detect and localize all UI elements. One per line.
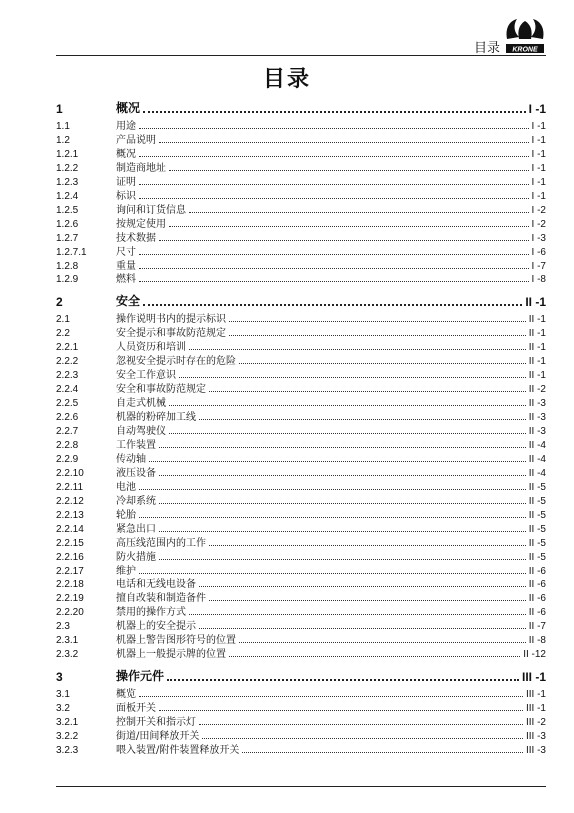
toc-page-number: I -2	[531, 218, 546, 230]
toc-leader-dots	[169, 170, 529, 171]
toc-row[interactable]	[56, 535, 546, 549]
toc-leader-dots	[159, 559, 526, 560]
krone-logo-icon	[503, 15, 547, 55]
header-title: 目录	[474, 41, 501, 56]
toc-leader-dots	[189, 349, 526, 350]
toc-page-number: II -8	[528, 635, 546, 647]
toc-row[interactable]	[56, 423, 546, 437]
toc-leader-dots	[169, 405, 526, 406]
toc-number: 1.2.9	[56, 274, 79, 286]
toc-page-number: II -3	[528, 412, 546, 424]
toc-row[interactable]	[56, 202, 546, 216]
toc-leader-dots	[159, 475, 526, 476]
toc-title: 安全	[116, 294, 141, 309]
toc-page-number: II -6	[528, 607, 546, 619]
toc-title: 操作说明书内的提示标识	[116, 314, 226, 326]
toc-page-number: I -1	[531, 134, 546, 146]
toc-page-number: I -2	[531, 204, 546, 216]
toc-leader-dots	[179, 377, 526, 378]
toc-row[interactable]	[56, 714, 546, 728]
toc-row[interactable]	[56, 174, 546, 188]
toc-number: 2.2.7	[56, 426, 79, 437]
toc-page-number: III -2	[525, 717, 546, 729]
toc-title: 燃料	[116, 274, 136, 286]
toc-title: 按规定使用	[116, 218, 166, 230]
toc-number: 3.2.1	[56, 717, 79, 729]
toc-title: 证明	[116, 176, 136, 188]
toc-title: 尺寸	[116, 246, 136, 258]
toc-page-number: I -1	[531, 176, 546, 188]
toc-title: 制造商地址	[116, 162, 166, 174]
toc-title: 用途	[116, 121, 136, 132]
toc-leader-dots	[202, 738, 523, 739]
toc-page-number: II -4	[528, 439, 546, 451]
toc-page-number: II -5	[528, 537, 546, 549]
toc-page-number: II -1	[528, 314, 546, 326]
toc-page-number: II -1	[528, 370, 546, 382]
toc-leader-dots	[139, 573, 526, 574]
toc-title: 禁用的操作方式	[116, 607, 186, 619]
toc-number: 1.2	[56, 134, 70, 146]
toc-number: 2.2.18	[56, 579, 84, 591]
toc-number: 2.1	[56, 314, 70, 326]
toc-number: 2.2.3	[56, 370, 79, 382]
toc-row[interactable]	[56, 479, 546, 493]
toc-page-number: II -6	[528, 593, 546, 605]
toc-leader-dots	[199, 586, 526, 587]
toc-leader-dots	[139, 517, 526, 518]
toc-row[interactable]	[56, 395, 546, 409]
toc-title: 液压设备	[116, 467, 156, 479]
toc-number: 2.3	[56, 621, 70, 633]
toc-leader-dots	[159, 710, 523, 711]
toc-leader-dots	[159, 531, 526, 532]
toc-number: 1	[56, 102, 63, 116]
toc-leader-dots	[189, 614, 526, 615]
toc-row[interactable]	[56, 646, 546, 660]
toc-leader-dots	[139, 156, 529, 157]
toc-number: 2.2.6	[56, 412, 79, 424]
toc-row[interactable]	[56, 493, 546, 507]
toc-number: 1.2.5	[56, 204, 79, 216]
toc-leader-dots	[159, 240, 529, 241]
toc-number: 2.2.8	[56, 439, 79, 451]
toc-page-number: II -6	[528, 565, 546, 577]
toc-page-number: I -1	[531, 190, 546, 202]
toc-number: 2.2.13	[56, 509, 84, 521]
toc-page-number: II -1	[528, 356, 546, 368]
toc-row[interactable]	[56, 132, 546, 146]
footer-rule	[56, 786, 546, 787]
toc-page-number: II -3	[528, 426, 546, 437]
toc-chapter-row[interactable]	[56, 668, 546, 684]
toc-leader-dots	[159, 447, 526, 448]
toc-page-number: I -8	[531, 274, 546, 286]
toc-row[interactable]	[56, 465, 546, 479]
toc-leader-dots	[209, 545, 526, 546]
toc-leader-dots	[239, 642, 526, 643]
toc-number: 2.3.2	[56, 649, 79, 661]
toc-title: 传动轴	[116, 453, 146, 465]
toc-number: 2	[56, 295, 63, 310]
toc-leader-dots	[209, 600, 526, 601]
toc-number: 2.2.15	[56, 537, 84, 549]
toc-leader-dots	[139, 489, 526, 490]
toc-row[interactable]	[56, 160, 546, 174]
toc-title: 机器的粉碎加工线	[116, 412, 196, 424]
toc-leader-dots	[169, 226, 529, 227]
toc-row[interactable]	[56, 728, 546, 742]
toc-title: 机器上的安全提示	[116, 621, 196, 633]
toc-number: 1.2.3	[56, 176, 79, 188]
toc-row[interactable]	[56, 311, 546, 325]
toc-number: 2.2.16	[56, 551, 84, 563]
toc-number: 1.2.8	[56, 260, 79, 272]
toc-page-number: II -7	[528, 621, 546, 633]
toc-leader-dots	[139, 268, 529, 269]
toc-page-number: I -7	[531, 260, 546, 272]
toc-title: 高压线范围内的工作	[116, 537, 206, 549]
toc-leader-dots	[143, 304, 522, 306]
toc-number: 2.2.5	[56, 398, 79, 410]
toc-number: 1.1	[56, 121, 70, 132]
toc-number: 2.3.1	[56, 635, 79, 647]
toc-row[interactable]	[56, 409, 546, 423]
toc-leader-dots	[149, 461, 526, 462]
toc-chapter-row[interactable]	[56, 100, 546, 116]
toc-page-number: II -1	[525, 295, 546, 310]
toc-leader-dots	[199, 724, 523, 725]
toc-page-number: III -1	[521, 670, 546, 685]
toc-number: 3	[56, 670, 63, 685]
toc-leader-dots	[199, 628, 526, 629]
toc-number: 3.2.3	[56, 744, 79, 756]
toc-row[interactable]	[56, 216, 546, 230]
toc-leader-dots	[199, 419, 526, 420]
toc-row[interactable]	[56, 118, 546, 132]
toc-page-number: II -3	[528, 398, 546, 410]
toc-page-number: I -3	[531, 232, 546, 244]
page-title: 目录	[262, 66, 311, 92]
toc-leader-dots	[159, 503, 526, 504]
toc-number: 2.2.12	[56, 495, 84, 507]
toc-leader-dots	[229, 335, 526, 336]
toc-leader-dots	[143, 111, 526, 113]
toc-row[interactable]	[56, 590, 546, 604]
toc-page-number: II -5	[528, 523, 546, 535]
toc-row[interactable]	[56, 604, 546, 618]
toc-title: 机器上一般提示牌的位置	[116, 649, 226, 661]
toc-title: 产品说明	[116, 134, 156, 146]
toc-title: 电池	[116, 481, 136, 493]
toc-leader-dots	[139, 281, 529, 282]
toc-number: 2.2.9	[56, 453, 79, 465]
toc-number: 3.2.2	[56, 731, 79, 742]
toc-title: 面板开关	[116, 703, 156, 715]
toc-chapter-row[interactable]	[56, 293, 546, 309]
toc-leader-dots	[239, 363, 526, 364]
toc-number: 3.1	[56, 689, 70, 701]
toc-row[interactable]	[56, 576, 546, 590]
toc-number: 2.2.4	[56, 384, 79, 396]
toc-title: 维护	[116, 565, 136, 577]
toc-title: 概况	[116, 101, 141, 115]
toc-number: 2.2.19	[56, 593, 84, 605]
toc-title: 控制开关和指示灯	[116, 717, 196, 729]
toc-page-number: II -1	[528, 328, 546, 340]
toc-row[interactable]	[56, 686, 546, 700]
logo-text: KRONE	[512, 46, 538, 54]
toc-page-number: III -1	[525, 703, 546, 715]
toc-page-number: II -5	[528, 481, 546, 493]
toc-page-number: I -1	[531, 148, 546, 160]
toc-row[interactable]	[56, 700, 546, 714]
toc-leader-dots	[139, 128, 529, 129]
toc-title: 轮胎	[116, 509, 136, 521]
toc-title: 概览	[116, 689, 136, 701]
toc-number: 2.2.17	[56, 565, 84, 577]
toc-number: 2.2.2	[56, 356, 79, 368]
toc-row[interactable]	[56, 271, 546, 285]
toc-leader-dots	[229, 321, 526, 322]
toc-title: 标识	[116, 190, 136, 202]
toc-number: 2.2.20	[56, 607, 84, 619]
toc-title: 喂入装置/附件装置释放开关	[116, 744, 240, 756]
toc-page-number: I -1	[531, 121, 546, 132]
toc-page-number: III -1	[525, 689, 546, 701]
toc-leader-dots	[139, 254, 529, 255]
toc-title: 自走式机械	[116, 398, 166, 410]
toc-row[interactable]	[56, 258, 546, 272]
toc-page-number: II -5	[528, 495, 546, 507]
toc-number: 2.2	[56, 328, 70, 340]
toc-title: 安全提示和事故防范规定	[116, 328, 226, 340]
toc-title: 安全工作意识	[116, 370, 176, 382]
toc-title: 忽视安全提示时存在的危险	[116, 356, 236, 368]
toc-row[interactable]	[56, 563, 546, 577]
toc-title: 紧急出口	[116, 523, 156, 535]
toc-row[interactable]	[56, 188, 546, 202]
toc-page-number: II -4	[528, 453, 546, 465]
toc-leader-dots	[159, 142, 529, 143]
toc-page-number: III -3	[525, 731, 546, 742]
toc-number: 2.2.14	[56, 523, 84, 535]
toc-number: 1.2.4	[56, 190, 79, 202]
toc-row[interactable]	[56, 381, 546, 395]
toc-page-number: I -1	[531, 162, 546, 174]
toc-title: 工作装置	[116, 439, 156, 451]
toc-row[interactable]	[56, 437, 546, 451]
toc-page-number: II -5	[528, 551, 546, 563]
toc-title: 擅自改装和制造备件	[116, 593, 206, 605]
toc-title: 街道/田间释放开关	[116, 731, 200, 742]
toc-row[interactable]	[56, 325, 546, 339]
toc-title: 安全和事故防范规定	[116, 384, 206, 396]
toc-row[interactable]	[56, 339, 546, 353]
toc-number: 1.2.1	[56, 148, 79, 160]
toc-page-number: II -2	[528, 384, 546, 396]
toc-row[interactable]	[56, 521, 546, 535]
toc-number: 2.2.10	[56, 467, 84, 479]
toc-row[interactable]	[56, 230, 546, 244]
toc-leader-dots	[139, 198, 529, 199]
toc-page-number: II -12	[523, 649, 546, 661]
toc-leader-dots	[139, 184, 529, 185]
toc-page-number: II -5	[528, 509, 546, 521]
toc-leader-dots	[242, 752, 523, 753]
toc-title: 防火措施	[116, 551, 156, 563]
toc-leader-dots	[189, 212, 529, 213]
toc-page-number: I -6	[531, 246, 546, 258]
toc-number: 2.2.11	[56, 481, 84, 493]
toc-page-number: II -4	[528, 467, 546, 479]
toc-leader-dots	[169, 433, 526, 434]
toc-title: 机器上警告图形符号的位置	[116, 635, 236, 647]
toc-row[interactable]	[56, 742, 546, 756]
toc-row[interactable]	[56, 507, 546, 521]
header-rule	[56, 55, 546, 56]
toc-row[interactable]	[56, 549, 546, 563]
toc-row[interactable]	[56, 618, 546, 632]
toc-number: 1.2.6	[56, 218, 79, 230]
toc-row[interactable]	[56, 367, 546, 381]
toc-title: 重量	[116, 260, 136, 272]
toc-title: 人员资历和培训	[116, 342, 186, 354]
toc-row[interactable]	[56, 244, 546, 258]
toc-row[interactable]	[56, 632, 546, 646]
toc-page-number: II -6	[528, 579, 546, 591]
toc-title: 询问和订货信息	[116, 204, 186, 216]
toc-number: 2.2.1	[56, 342, 79, 354]
toc-title: 电话和无线电设备	[116, 579, 196, 591]
toc-leader-dots	[139, 696, 523, 697]
toc-page-number: I -1	[528, 102, 546, 116]
toc-title: 自动驾驶仪	[116, 426, 166, 437]
toc-title: 技术数据	[116, 232, 156, 244]
toc-title: 概况	[116, 148, 136, 160]
toc-number: 3.2	[56, 703, 70, 715]
toc-row[interactable]	[56, 353, 546, 367]
toc-number: 1.2.7	[56, 232, 79, 244]
toc-title: 冷却系统	[116, 495, 156, 507]
toc-number: 1.2.2	[56, 162, 79, 174]
toc-page-number: II -1	[528, 342, 546, 354]
toc-leader-dots	[167, 679, 519, 681]
toc-page-number: III -3	[525, 744, 546, 756]
toc-row[interactable]	[56, 451, 546, 465]
toc-title: 操作元件	[116, 669, 165, 684]
toc-number: 1.2.7.1	[56, 246, 87, 258]
toc-leader-dots	[229, 656, 520, 657]
toc-leader-dots	[209, 391, 526, 392]
toc-row[interactable]	[56, 146, 546, 160]
